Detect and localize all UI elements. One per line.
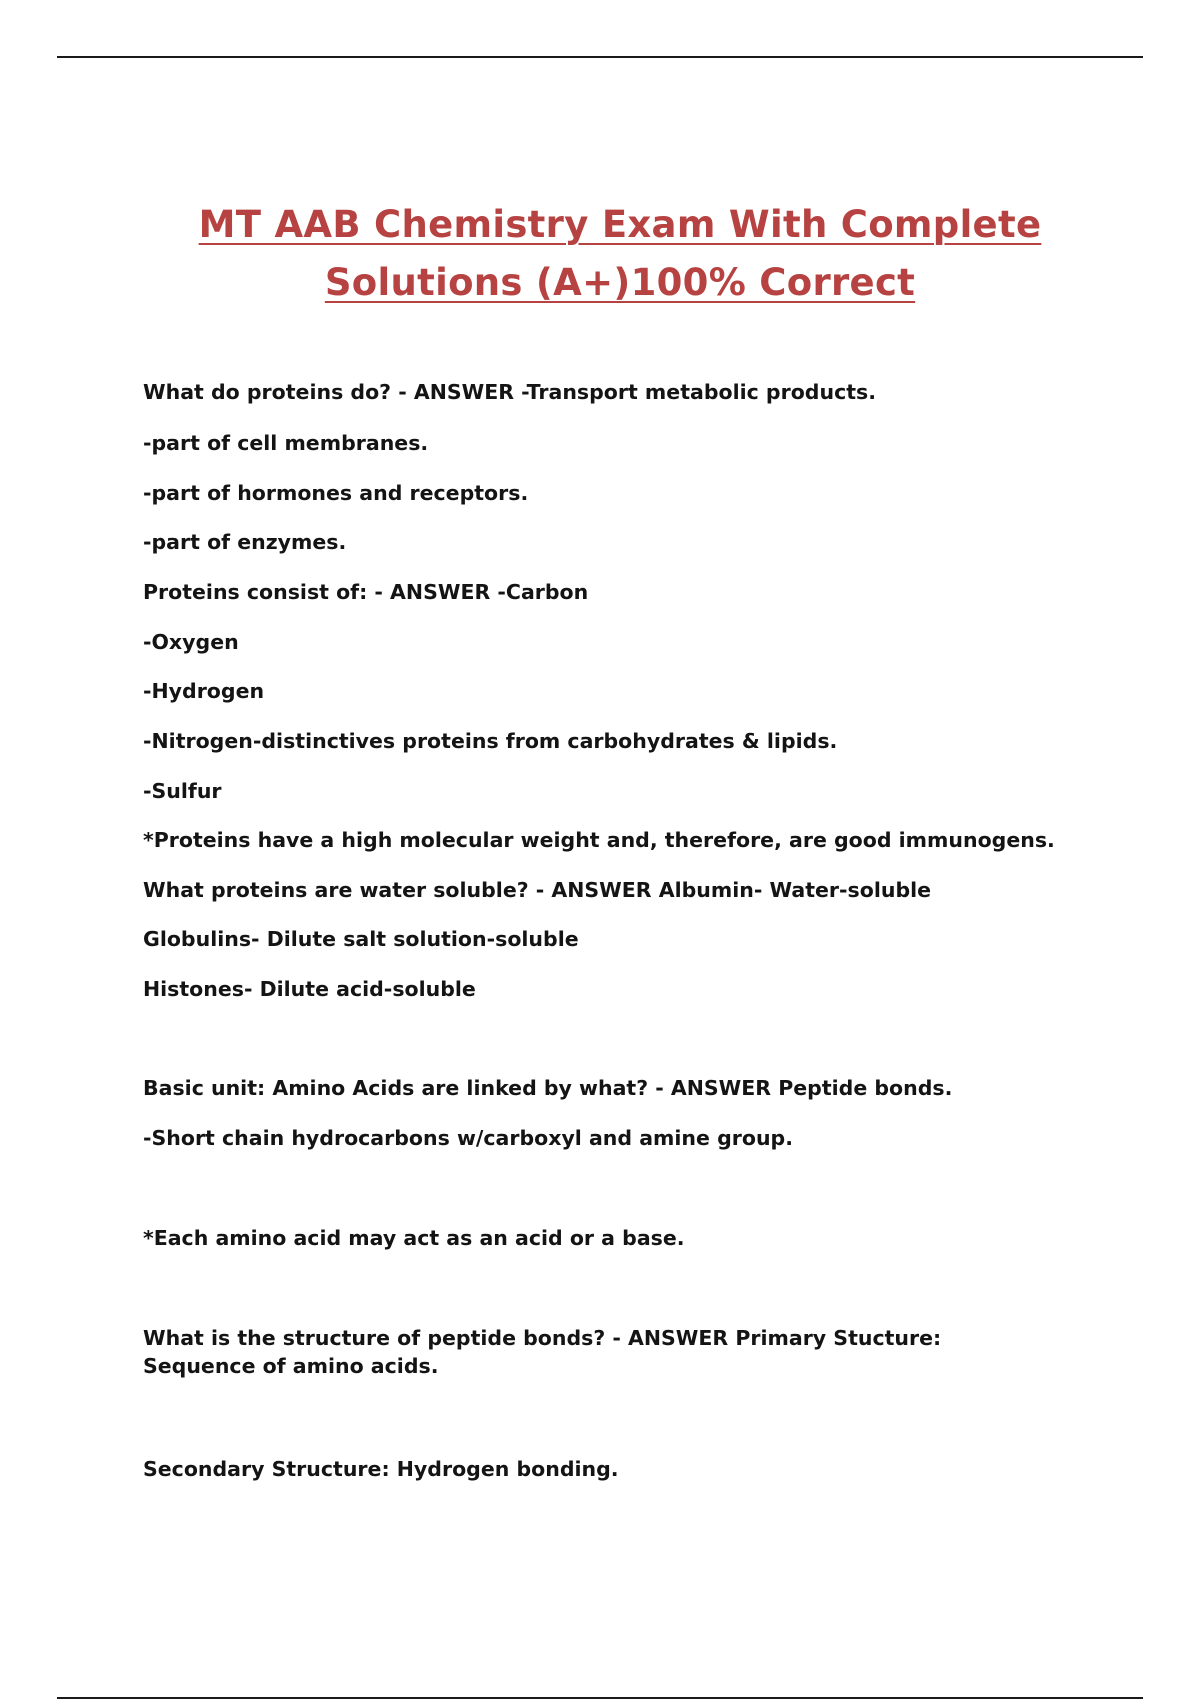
text-line: -Hydrogen (143, 679, 265, 703)
text-line: Secondary Structure: Hydrogen bonding. (143, 1457, 619, 1481)
text-line: -part of cell membranes. (143, 431, 429, 455)
text-line: What do proteins do? - ANSWER -Transport metabolic products. (143, 380, 877, 404)
text-line: -Short chain hydrocarbons w/carboxyl and amine group. (143, 1126, 793, 1150)
text-line: -Oxygen (143, 630, 239, 654)
text-line: -Sulfur (143, 779, 222, 803)
bottom-rule (57, 1697, 1143, 1699)
text-line: What proteins are water soluble? - ANSWER Albumin- Water-soluble (143, 878, 932, 902)
text-line: -part of enzymes. (143, 530, 347, 554)
top-rule (57, 56, 1143, 58)
text-line: *Proteins have a high molecular weight and, therefore, are good immunogens. (143, 828, 1055, 852)
title-line-2: Solutions (A+)100% Correct (324, 261, 916, 304)
text-line: *Each amino acid may act as an acid or a base. (143, 1226, 685, 1250)
text-line: Histones- Dilute acid-soluble (143, 977, 476, 1001)
text-line: Globulins- Dilute salt solution-soluble (143, 927, 579, 951)
text-line: -Nitrogen-distinctives proteins from carbohydrates & lipids. (143, 729, 838, 753)
document-title (180, 196, 1060, 312)
text-line: Basic unit: Amino Acids are linked by what? - ANSWER Peptide bonds. (143, 1076, 953, 1100)
text-line: What is the structure of peptide bonds? - ANSWER Primary Stucture: Sequence of amino acids. (143, 1326, 942, 1378)
title-line-1: MT AAB Chemistry Exam With Complete (198, 203, 1042, 246)
text-line: -part of hormones and receptors. (143, 481, 529, 505)
text-line: Proteins consist of: - ANSWER -Carbon (143, 580, 589, 604)
